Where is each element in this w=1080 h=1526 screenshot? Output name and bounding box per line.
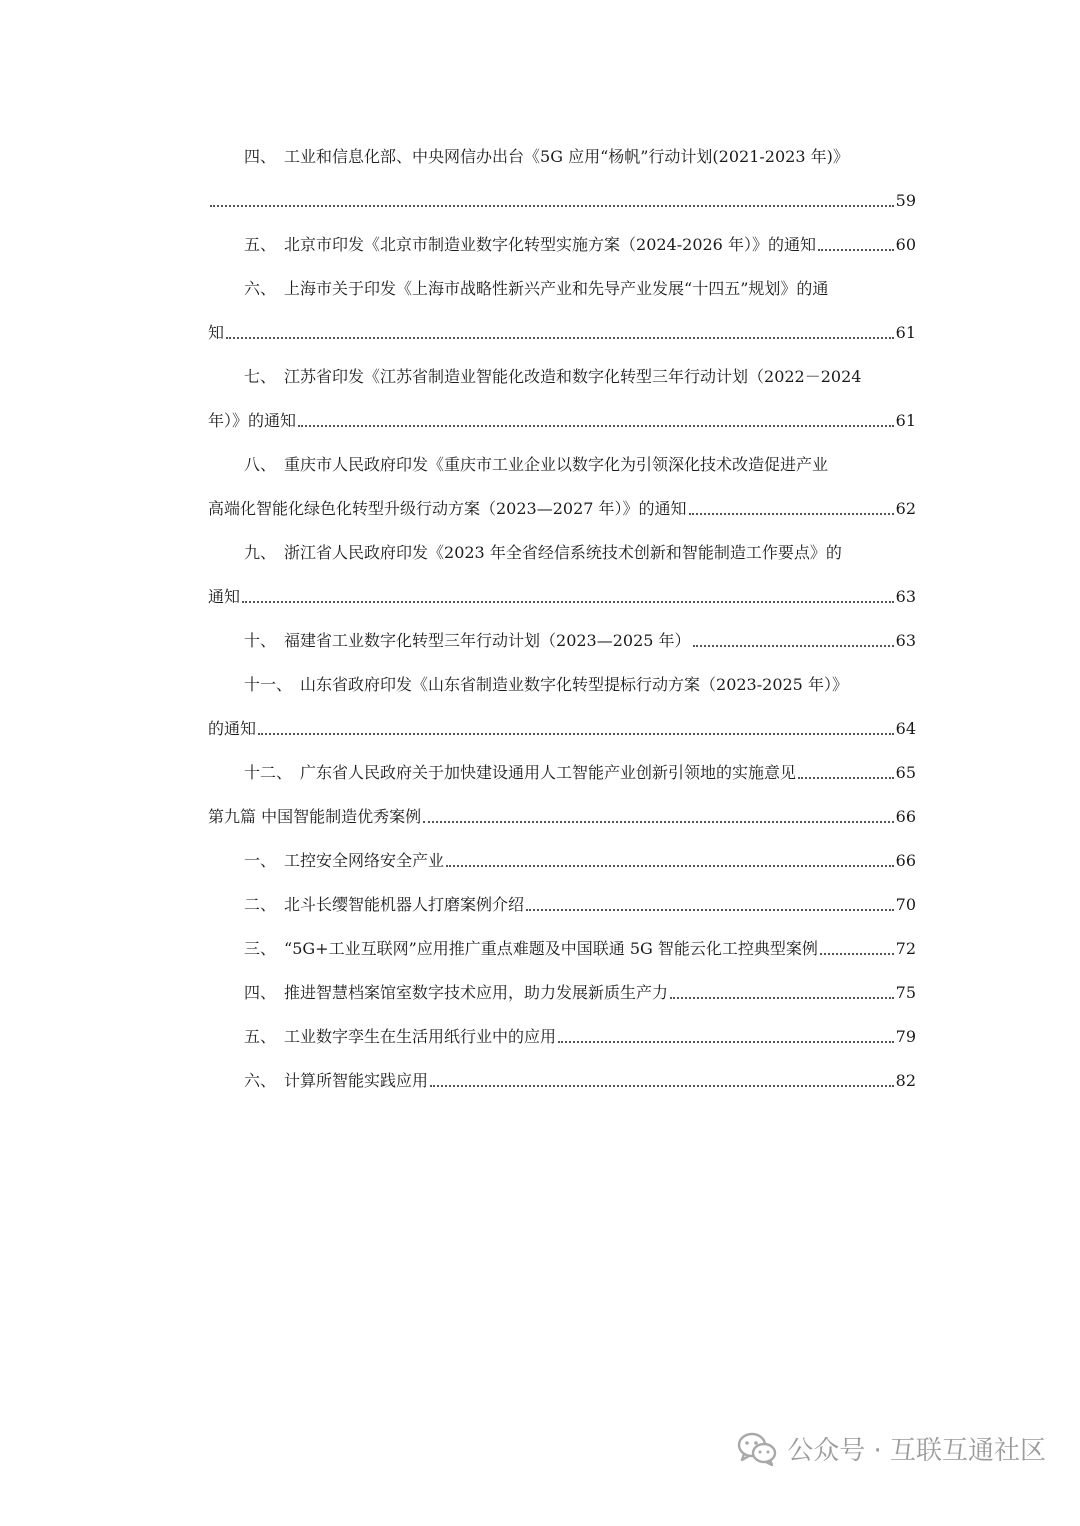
toc-page-number: 63 <box>895 631 916 650</box>
toc-title: 年）》的通知 <box>208 411 297 430</box>
toc-title: 上海市关于印发《上海市战略性新兴产业和先导产业发展“十四五”规划》的通 <box>284 279 829 298</box>
toc-title: 山东省政府印发《山东省制造业数字化转型提标行动方案（2023-2025 年）》 <box>300 675 848 694</box>
toc-entry[interactable] <box>244 754 916 784</box>
toc-title: 工业和信息化部、中央网信办出台《5G 应用“杨帆”行动计划(2021-2023 年)》 <box>284 147 849 166</box>
toc-number: 一、 <box>244 851 277 870</box>
toc-number: 九、 <box>244 543 277 562</box>
dot-leader <box>558 1041 894 1043</box>
toc-entry[interactable] <box>244 666 916 696</box>
toc-entry[interactable] <box>244 886 916 916</box>
toc-title: 重庆市人民政府印发《重庆市工业企业以数字化为引领深化技术改造促进产业 <box>284 455 829 474</box>
toc-number: 六、 <box>244 279 277 298</box>
dot-leader <box>258 733 894 735</box>
toc-page-number: 61 <box>895 323 916 342</box>
wechat-icon <box>737 1432 777 1466</box>
toc-entry[interactable] <box>244 138 916 168</box>
toc-number: 十、 <box>244 631 277 650</box>
dot-leader <box>242 601 894 603</box>
toc-entry-continuation[interactable] <box>208 578 916 608</box>
dot-leader <box>693 645 894 647</box>
toc-page-number: 59 <box>895 191 916 210</box>
toc-number: 六、 <box>244 1071 277 1090</box>
toc-number: 三、 <box>244 939 277 958</box>
watermark-text: 公众号 · 互联互通社区 <box>787 1436 1046 1466</box>
toc-entry[interactable] <box>244 1018 916 1048</box>
toc-entry[interactable] <box>244 534 916 564</box>
toc-page-number: 82 <box>895 1071 916 1090</box>
toc-title: 工业数字孪生在生活用纸行业中的应用 <box>284 1027 557 1046</box>
toc-title: “5G+工业互联网”应用推广重点难题及中国联通 5G 智能云化工控典型案例 <box>284 939 818 958</box>
toc-page-number: 79 <box>895 1027 916 1046</box>
toc-title: 知 <box>208 323 225 342</box>
dot-leader <box>670 997 894 999</box>
toc-title: 计算所智能实践应用 <box>284 1071 429 1090</box>
toc-page-number: 66 <box>895 807 916 826</box>
toc-entry-continuation[interactable] <box>208 490 916 520</box>
toc-number: 四、 <box>244 983 277 1002</box>
toc-entry-continuation[interactable] <box>208 710 916 740</box>
toc-title: 推进智慧档案馆室数字技术应用，助力发展新质生产力 <box>284 983 669 1002</box>
toc-chapter-title: 第九篇 中国智能制造优秀案例 <box>208 807 422 826</box>
toc-title: 的通知 <box>208 719 257 738</box>
dot-leader <box>423 821 894 823</box>
toc-title: 江苏省印发《江苏省制造业智能化改造和数字化转型三年行动计划（2022－2024 <box>284 367 862 386</box>
dot-leader <box>818 249 894 251</box>
toc-page-number: 61 <box>895 411 916 430</box>
toc-title: 工控安全网络安全产业 <box>284 851 445 870</box>
toc-number: 八、 <box>244 455 277 474</box>
toc-number: 四、 <box>244 147 277 166</box>
toc-page-number: 75 <box>895 983 916 1002</box>
toc-title: 福建省工业数字化转型三年行动计划（2023—2025 年） <box>284 631 691 650</box>
dot-leader <box>430 1085 894 1087</box>
toc-chapter-entry[interactable] <box>208 798 916 828</box>
toc-entry[interactable] <box>244 358 916 388</box>
dot-leader <box>446 865 894 867</box>
toc-page-number: 63 <box>895 587 916 606</box>
toc-entry[interactable] <box>244 1062 916 1092</box>
toc-page-number: 70 <box>895 895 916 914</box>
toc-entry[interactable] <box>244 270 916 300</box>
dot-leader <box>526 909 894 911</box>
dot-leader <box>820 953 894 955</box>
toc-page-number: 60 <box>895 235 916 254</box>
toc-title: 浙江省人民政府印发《2023 年全省经信系统技术创新和智能制造工作要点》的 <box>284 543 842 562</box>
toc-entry-continuation[interactable] <box>208 402 916 432</box>
dot-leader <box>798 777 894 779</box>
dot-leader <box>689 513 894 515</box>
toc-entry[interactable] <box>244 842 916 872</box>
dot-leader <box>226 337 894 339</box>
toc-title: 北京市印发《北京市制造业数字化转型实施方案（2024-2026 年）》的通知 <box>284 235 816 254</box>
toc-entry[interactable] <box>244 622 916 652</box>
toc-number: 五、 <box>244 235 277 254</box>
toc-title: 广东省人民政府关于加快建设通用人工智能产业创新引领地的实施意见 <box>300 763 797 782</box>
toc-number: 二、 <box>244 895 277 914</box>
toc-number: 七、 <box>244 367 277 386</box>
watermark <box>737 1430 1046 1467</box>
toc-title: 通知 <box>208 587 241 606</box>
toc-entry[interactable] <box>244 226 916 256</box>
dot-leader <box>210 205 894 207</box>
toc-page-number: 66 <box>895 851 916 870</box>
toc-number: 十二、 <box>244 763 293 782</box>
toc-number: 五、 <box>244 1027 277 1046</box>
toc-title: 北斗长缨智能机器人打磨案例介绍 <box>284 895 525 914</box>
toc-entry[interactable] <box>244 446 916 476</box>
toc-page-number: 62 <box>895 499 916 518</box>
toc-page-number: 65 <box>895 763 916 782</box>
toc-title: 高端化智能化绿色化转型升级行动方案（2023—2027 年）》的通知 <box>208 499 687 518</box>
dot-leader <box>298 425 894 427</box>
toc-page-number: 64 <box>895 719 916 738</box>
toc-page-number: 72 <box>895 939 916 958</box>
toc-entry[interactable] <box>244 974 916 1004</box>
toc-entry-continuation[interactable] <box>208 182 916 212</box>
toc-entry-continuation[interactable] <box>208 314 916 344</box>
toc-number: 十一、 <box>244 675 293 694</box>
toc-entry[interactable] <box>244 930 916 960</box>
